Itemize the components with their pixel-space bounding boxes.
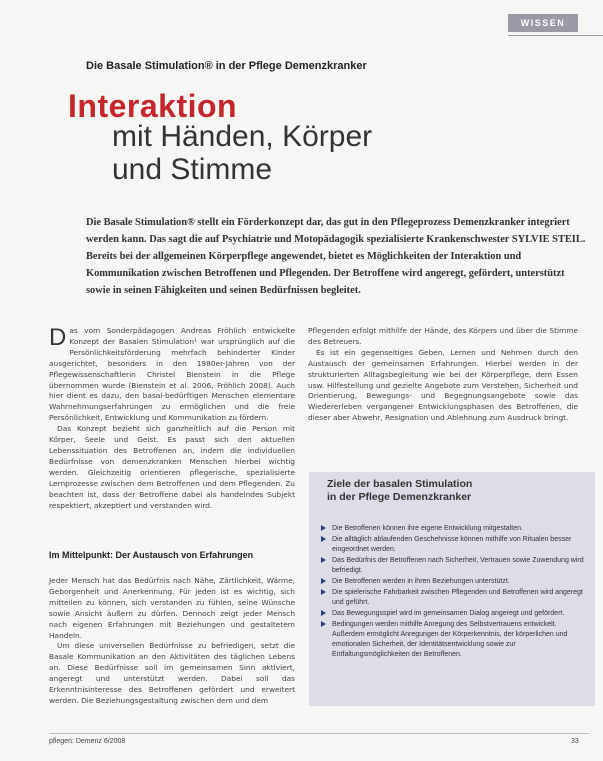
body-paragraph: Jeder Mensch hat das Bedürfnis nach Nähe, Zärtlichkeit, Wärme, Geborgenheit und Anerkennung. Für jeden ist es wichtig, sich mitteilen zu können, sich verstanden zu fühlen, seine Wünsche sowie Ansicht äußern zu dürfen. Dennoch zeigt jeder Mensch nach eigenen Erfahrungen mit Beziehungen und gestaltetem Handeln.	[49, 576, 295, 640]
info-box-item-text: Das Bedürfnis der Betroffenen nach Sicherheit, Vertrauen sowie Zuwendung wird befriedigt.	[332, 557, 584, 574]
info-box-title	[327, 478, 577, 504]
info-box-title-line2: in der Pflege Demenzkranker	[327, 491, 472, 503]
info-box-item-text: Die Betroffenen werden in ihren Beziehungen unterstützt.	[332, 578, 510, 585]
info-box-item	[320, 556, 588, 576]
info-box-title-line1: Ziele der basalen Stimulation	[327, 478, 473, 490]
body-paragraph: Das Konzept bezieht sich ganzheitlich auf die Person mit Körper, Seele und Geist. Es passt sich den aktuellen Lebenssituation des Betroffenen an, indem die individuellen Bedürfnisse von demenzkranken Menschen hierbei wichtig werden. Gleichzeitig orientieren pflegerische, spezialisierte Lernprozesse zwischen dem Betroffenen und dem Pflegenden. Zu beachten ist, dass der Betroffene dabei als handelndes Subjekt respektiert, akzeptiert und verstanden wird.	[49, 424, 295, 510]
arrow-bullet-icon	[321, 578, 326, 584]
section-rule	[508, 35, 603, 36]
info-box-item	[320, 577, 588, 587]
body-column-left-top	[49, 326, 295, 511]
footer-publication: pflegen: Demenz 6/2008	[49, 738, 126, 745]
body-text: as vom Sonderpädagogen Andreas Fröhlich entwickelte Konzept der Basalen Stimulation¹ war ursprünglich auf die Persönlichkeitsförderung mehrfach behinderter Kinder ausgerichtet, besonders in den 1980er-Jahren von der Pflegewissenschaftlerin Christel Bienstein in die Pflege übernommen wurde (Bienstein et al. 2006, Fröhlich 2008). Auch hier dient es dazu, den basal-bedürftigen Menschen elementare Wahrnehmungserfahrungen zu ermöglichen und die freie Persönlichkeit, Entwicklung und Kommunikation zu fördern.	[49, 326, 295, 423]
dropcap: D	[49, 324, 67, 351]
arrow-bullet-icon	[321, 536, 326, 542]
article-kicker: Die Basale Stimulation® in der Pflege Demenzkranker	[86, 60, 367, 72]
article-title-line3: und Stimme	[112, 153, 273, 186]
arrow-bullet-icon	[321, 610, 326, 616]
info-box-item-text: Das Bewegungsspiel wird im gemeinsamen Dialog angeregt und gefördert.	[332, 610, 565, 617]
body-paragraph: Um diese universellen Bedürfnisse zu befriedigen, setzt die Basale Kommunikation an den Aktivitäten des täglichen Lebens an. Diese Bedürfnisse soll im gemeinsamen Sinn aktiviert, angeregt und unterstützt werden. Dabei soll das Erkenntnisinteresse des Betroffenen gefördert und erweitert werden. Die Beziehungsgestaltung zwischen dem und dem	[49, 641, 295, 705]
body-column-left-bottom	[49, 576, 295, 707]
info-box-item	[320, 588, 588, 608]
body-paragraph	[49, 326, 295, 424]
arrow-bullet-icon	[321, 589, 326, 595]
info-box-item-text: Die Betroffenen können ihre eigene Entwicklung mitgestalten.	[332, 525, 523, 532]
section-tag: WISSEN	[508, 14, 578, 32]
info-box-item	[320, 535, 588, 555]
body-column-right	[308, 326, 578, 424]
arrow-bullet-icon	[321, 621, 326, 627]
footer-rule	[49, 733, 589, 734]
info-box-item-text: Die spielerische Fahrbarkeit zwischen Pflegenden und Betroffenen wird angeregt und geführt.	[332, 589, 583, 606]
article-lead: Die Basale Stimulation® stellt ein Förderkonzept dar, das gut in den Pflegeprozess Demenzkranker integriert werden kann. Das sagt die auf Psychiatrie und Motopädagogik spezialisierte Krankenschwester SYLVIE STEIL. Bereits bei der allgemeinen Körperpflege angewendet, bietet es Möglichkeiten der Interaktion und Kommunikation zwischen Betroffenen und Pflegenden. Der Betroffene wird angeregt, gefördert, unterstützt sowie in seinen Fähigkeiten und seinen Bedürfnissen begleitet.	[86, 217, 586, 296]
article-title-line2: mit Händen, Körper	[112, 120, 373, 153]
info-box-item	[320, 609, 588, 619]
section-subhead: Im Mittelpunkt: Der Austausch von Erfahrungen	[49, 550, 254, 560]
body-paragraph: Pflegenden erfolgt mithilfe der Hände, des Körpers und über die Stimme des Betreuers.	[308, 326, 578, 346]
page-number: 33	[571, 738, 579, 745]
info-box-item	[320, 524, 588, 534]
arrow-bullet-icon	[321, 525, 326, 531]
info-box-list	[320, 524, 588, 661]
body-paragraph: Es ist ein gegenseitiges Geben, Lernen und Nehmen durch den Austausch der gemeinsamen Erfahrungen. Hierbei werden in der strukturierten Alltagsbegleitung wie bei der Körperpflege, dem Essen usw. Hilfestellung und gezielte Angebote zum Verstehen, Sicherheit und Orientierung, Bewegungs- und Begegnungsangebote sowie das Wiedererleben vergangener Entwicklungsphasen des Betroffenen, die dieser aber Abwehr, Resignation und Ablehnung zum Ausdruck bringt.	[308, 347, 578, 423]
info-box-item-text: Die alltäglich ablaufenden Geschehnisse können mithilfe von Ritualen besser eingeordnet werden.	[332, 536, 572, 553]
info-box-item	[320, 620, 588, 660]
arrow-bullet-icon	[321, 557, 326, 563]
info-box-item-text: Bedingungen werden mithilfe Anregung des Selbstvertrauens entwickelt. Außerdem ermöglicht Anregungen der Körperkenntnis, der körperlichen und emotionalen Sicherheit, der Identitätsentwicklung sowie zur Entfaltungsmöglichkeiten der Betroffenen.	[332, 621, 568, 658]
article-title-line1: Interaktion	[68, 88, 238, 124]
